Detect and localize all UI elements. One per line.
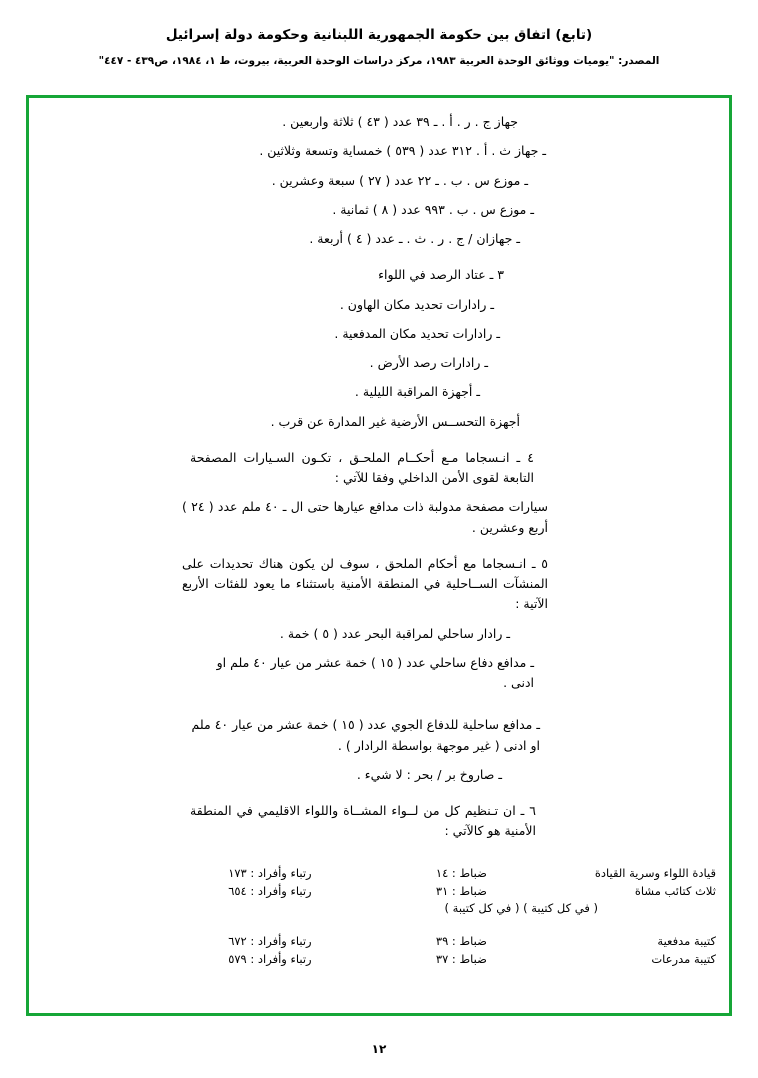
- paragraph-4: ٤ ـ انـسجاما مـع أحكــام الملحـق ، تكـون السـيارات المصفحة التابعة لقوى الأمن الداخلي وفقا للآتي :: [190, 449, 534, 485]
- men-count: رتباء وأفراد : ١٧٣: [228, 865, 312, 880]
- spacer: [42, 915, 716, 932]
- men-count: رتباء وأفراد : ٦٥٤: [228, 883, 312, 898]
- officers-count: ضباط : ٣١: [435, 883, 487, 898]
- body-line: ـ رادارات رصد الأرض .: [369, 355, 488, 370]
- men-count: رتباء وأفراد : ٥٧٩: [228, 951, 312, 966]
- body-line: ـ موزع س . ب . ـ ٢٢ عدد ( ٢٧ ) سبعة وعشرين .: [271, 172, 528, 188]
- body-line: ـ رادارات تحديد مكان الهاون .: [339, 296, 494, 312]
- unit-name: قيادة اللواء وسرية القيادة: [594, 865, 716, 880]
- paragraph-5: ٥ ـ انـسجاما مع أحكام الملحق ، سوف لن يكون هناك تحديدات على المنشآت الســاحلية في المنطقة الأمنية باستثناء ما يعود للفئات الأربع الآتية :: [182, 555, 548, 612]
- organization-table: [42, 864, 716, 900]
- body-line: أجهزة التحســس الأرضية غير المدارة عن قرب .: [270, 413, 520, 429]
- officers-count: ضباط : ١٤: [435, 865, 487, 880]
- spacer: [42, 794, 716, 801]
- body-line: ـ رادار ساحلي لمراقبة البحر عدد ( ٥ ) خمة .: [279, 625, 510, 641]
- spacer: [42, 547, 716, 554]
- paragraph-4-detail: سيارات مصفحة مدولبة ذات مدافع عيارها حتى ال ـ ٤٠ ملم عدد ( ٢٤ ) أربع وعشرين .: [182, 499, 548, 535]
- document-title: (تابع) اتفاق بين حكومة الجمهورية اللبنانية وحكومة دولة إسرائيل: [165, 27, 593, 43]
- body-line: ـ مدافع دفاع ساحلي عدد ( ١٥ ) خمة عشر من عيار ٤٠ ملم او ادنى .: [216, 654, 534, 690]
- unit-name: ثلاث كتائب مشاة: [634, 883, 716, 898]
- organization-table-2: [42, 932, 716, 968]
- body-line: ـ جهازان / ج . ر . ث . ـ عدد ( ٤ ) أربعة .: [309, 231, 520, 246]
- page-number: ١٢: [371, 1042, 387, 1056]
- document-body: [42, 112, 716, 1002]
- officers-count: ضباط : ٣٧: [435, 951, 487, 966]
- body-line: ـ موزع س . ب . ٩٩٣ عدد ( ٨ ) ثمانية .: [332, 201, 534, 217]
- document-source: المصدر: "يوميات ووثائق الوحدة العربية ١٩٨٣، مركز دراسات الوحدة العربية، بيروت، ط ١، ١٩٨٤، ص٤٣٩ - ٤٤٧": [98, 54, 660, 67]
- body-line: ـ أجهزة المراقبة الليلية .: [354, 384, 480, 400]
- paragraph-6: ٦ ـ ان تـنظيم كل من لــواء المشــاة واللواء الاقليمي في المنطقة الأمنية هو كالآتي :: [190, 803, 536, 839]
- men-count: رتباء وأفراد : ٦٧٢: [228, 933, 312, 948]
- spacer: [42, 702, 716, 715]
- unit-name: كتيبة مدفعية: [657, 933, 716, 948]
- table-row: [42, 882, 716, 900]
- officers-count: ضباط : ٣٩: [435, 933, 487, 948]
- body-line: ـ صاروخ بر / بحر : لا شيء .: [356, 766, 502, 782]
- body-line: جهاز ج . ر . أ . ـ ٣٩ عدد ( ٤٣ ) ثلاثة واربعين .: [282, 114, 518, 129]
- table-row: [42, 950, 716, 968]
- spacer: [42, 441, 716, 448]
- body-line: ـ رادارات تحديد مكان المدفعية .: [334, 325, 500, 341]
- table-row: [42, 864, 716, 882]
- body-line: ـ جهاز ث . أ . ٣١٢ عدد ( ٥٣٩ ) خمساية وتسعة وثلاثين .: [259, 143, 546, 159]
- table-row: [42, 932, 716, 950]
- table-note: ( في كل كتيبة ) ( في كل كتيبة ): [444, 900, 598, 915]
- body-line: ـ مدافع ساحلية للدفاع الجوي عدد ( ١٥ ) خمة عشر من عيار ٤٠ ملم او ادنى ( غير موجهة بواسطة الرادار ) .: [191, 717, 540, 753]
- spacer: [42, 258, 716, 265]
- page-header: [0, 0, 758, 69]
- unit-name: كتيبة مدرعات: [651, 951, 716, 966]
- spacer: [42, 851, 716, 864]
- section-heading-3: ٣ ـ عتاد الرصد في اللواء: [378, 267, 504, 283]
